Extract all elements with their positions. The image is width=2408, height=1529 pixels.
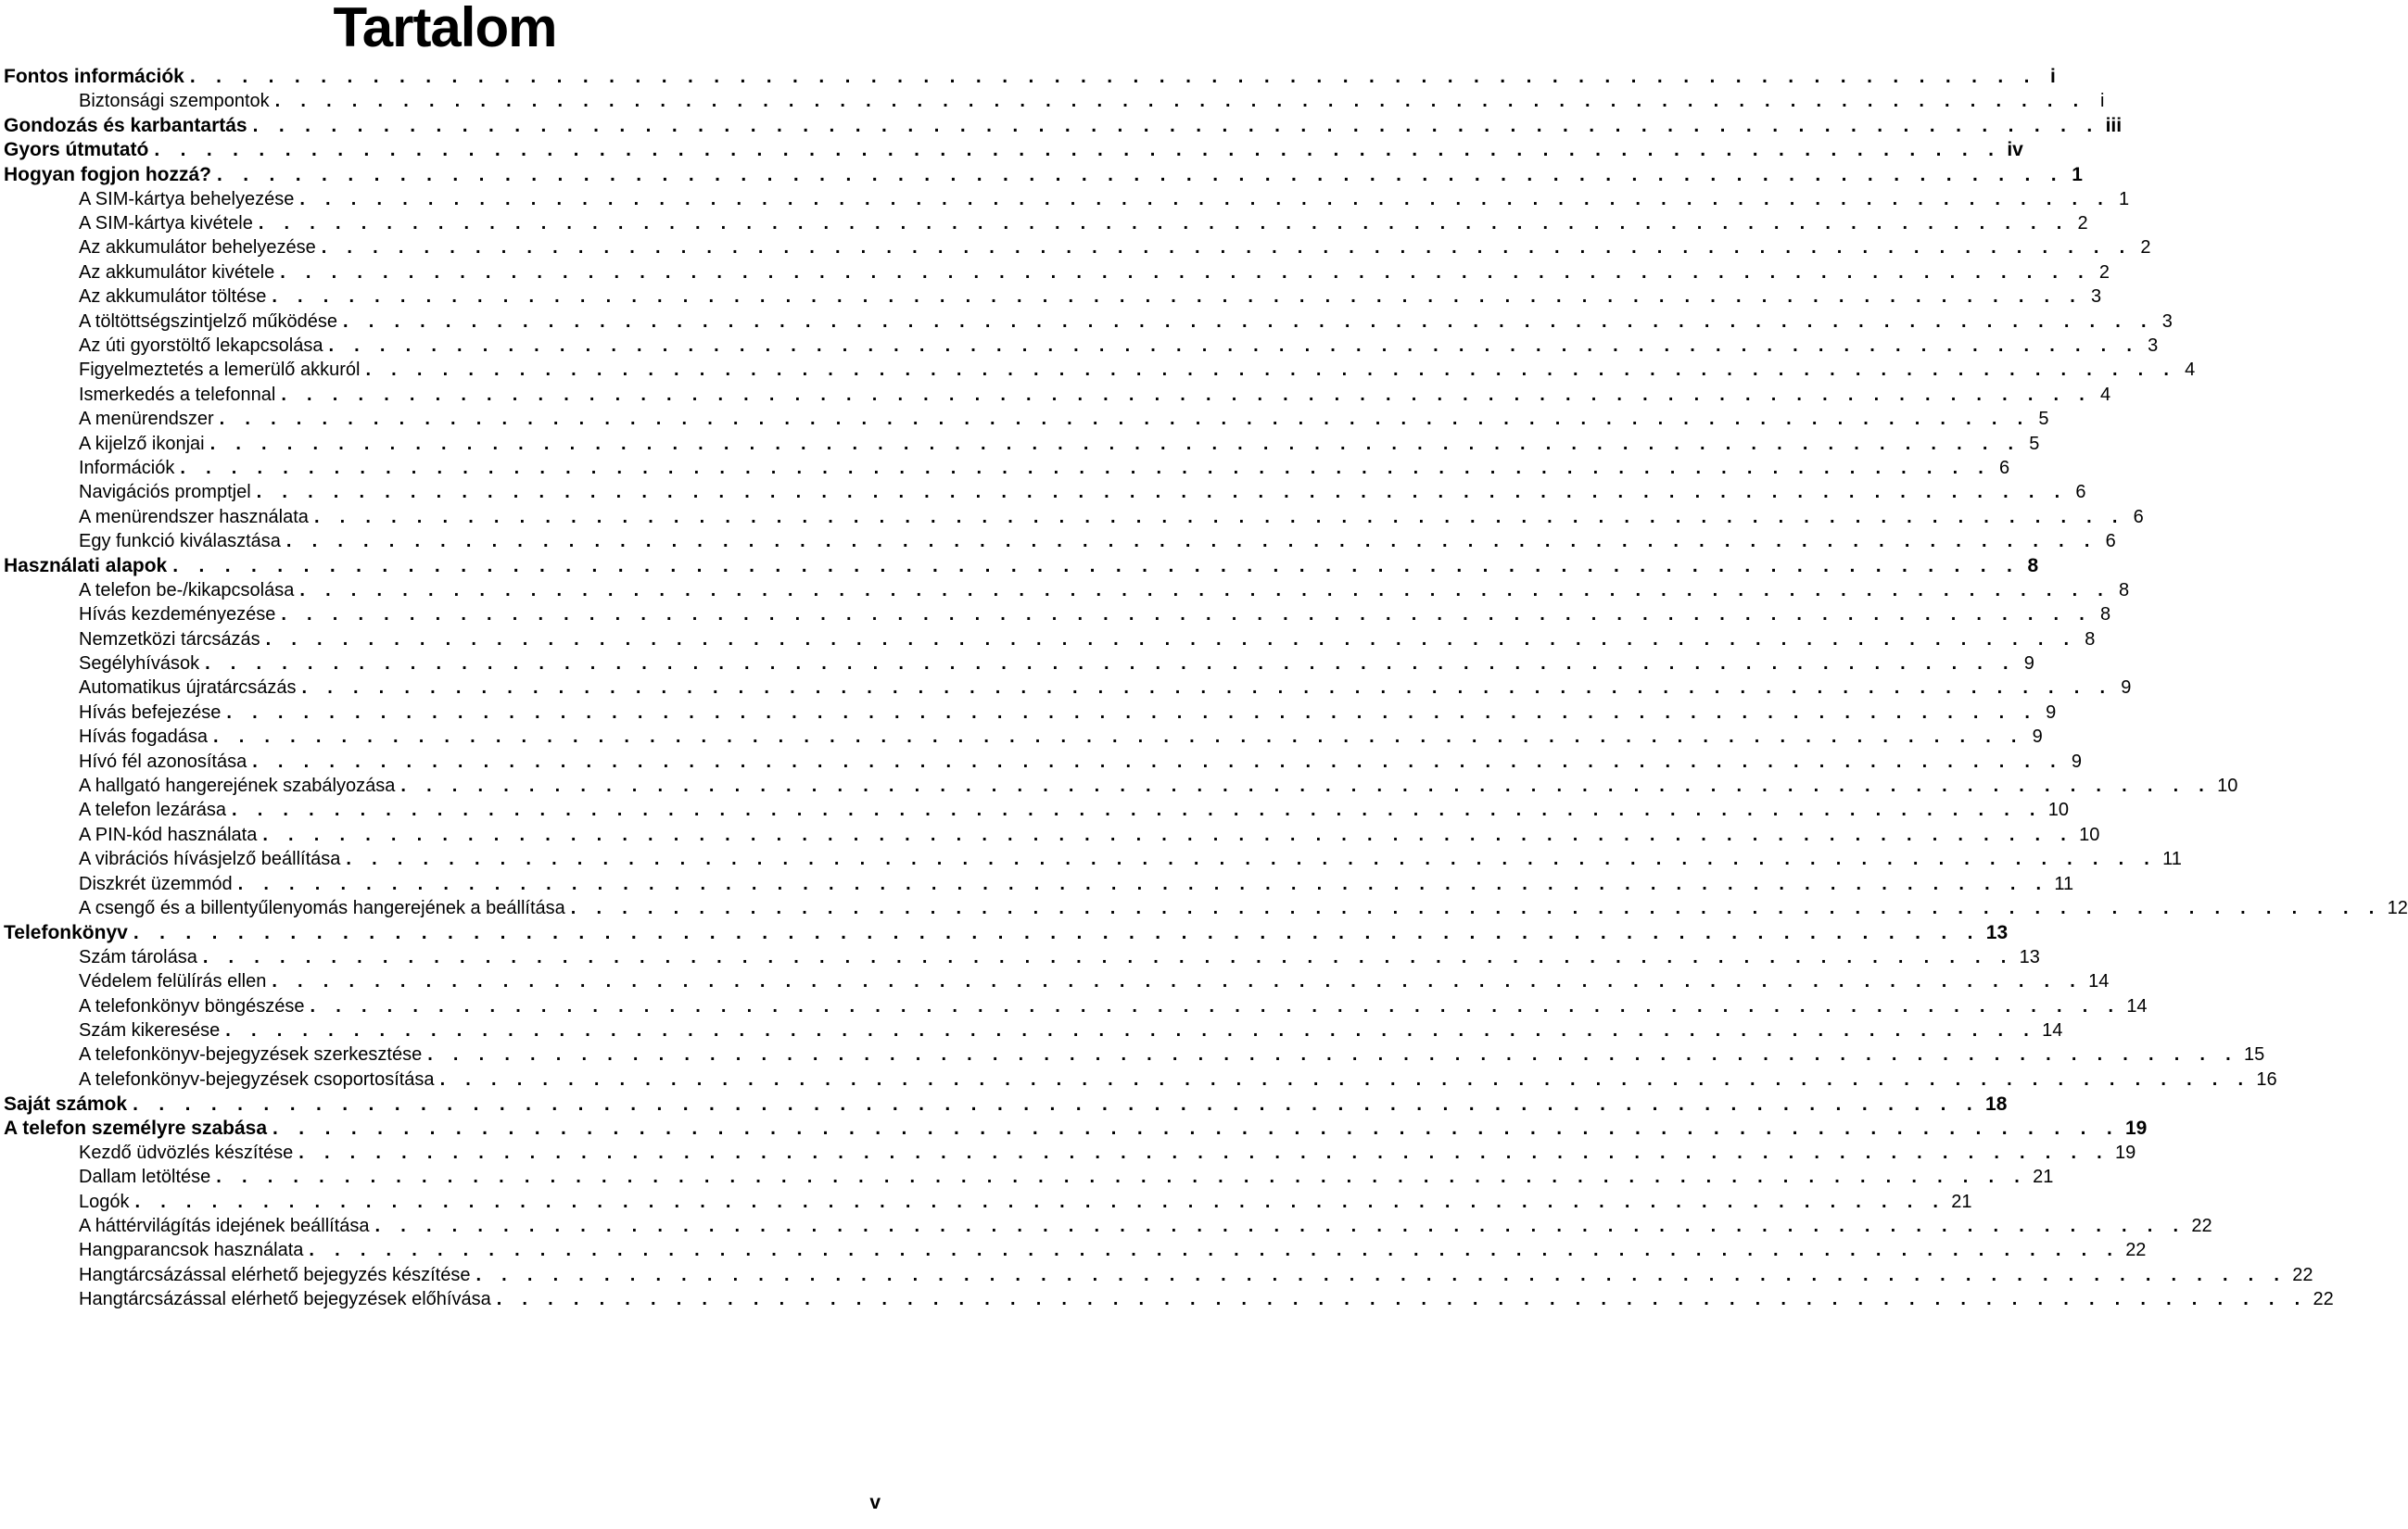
toc-entry-page-number: 14 xyxy=(2088,971,2110,992)
toc-dot-leader: . . . . . . . . . . . . . . . . . . . . . . . . . . . . . . . . . . . . . . . . . . . . . . . . . . . . . . . . . . . . . . . . . . . . . . . xyxy=(134,1191,1946,1212)
toc-entry-label: Hívás fogadása xyxy=(79,727,211,748)
toc-entry-label: Információk xyxy=(79,458,178,479)
toc-entry-label: Logók xyxy=(79,1192,133,1213)
toc-dot-leader: . . . . . . . . . . . . . . . . . . . . . . . . . . . . . . . . . . . . . . . . . . . . . . . . . . . . . . . . . . . . . . . . . . . . . . . xyxy=(274,91,2086,112)
toc-dot-leader: . . . . . . . . . . . . . . . . . . . . . . . . . . . . . . . . . . . . . . . . . . . . . . . . . . . . . . . . . . . . . . . . . . . . . . . xyxy=(202,946,2014,967)
toc-entry-label: A telefonkönyv-bejegyzések csoportosítása xyxy=(79,1069,438,1091)
toc-dot-leader: . . . . . . . . . . . . . . . . . . . . . . . . . . . . . . . . . . . . . . . . . . . . . . . . . . . . . . . . . . . . . . . . . . . . . . . xyxy=(189,66,2037,88)
toc-dot-leader: . . . . . . . . . . . . . . . . . . . . . . . . . . . . . . . . . . . . . . . . . . . . . . . . . . . . . . . . . . . . . . . . . . . . . . . xyxy=(154,139,2002,161)
toc-entry-page-number: 9 xyxy=(2046,701,2057,723)
toc-section-entry xyxy=(4,505,2144,529)
toc-dot-leader: . . . . . . . . . . . . . . . . . . . . . . . . . . . . . . . . . . . . . . . . . . . . . . . . . . . . . . . . . . . . . . . . . . . . . . . xyxy=(216,163,2064,185)
toc-entry-page-number: 13 xyxy=(2019,946,2040,967)
toc-section-entry xyxy=(4,383,2111,407)
toc-entry-page-number: 9 xyxy=(2023,653,2034,675)
toc-entry-page-number: 4 xyxy=(2185,360,2196,381)
toc-section-entry xyxy=(4,896,2408,920)
page-title: Tartalom xyxy=(333,0,557,58)
toc-dot-leader: . . . . . . . . . . . . . . . . . . . . . . . . . . . . . . . . . . . . . . . . . . . . . . . . . . . . . . . . . . . . . . . . . . . . . . . xyxy=(172,555,2021,576)
toc-section-entry xyxy=(4,603,2111,627)
toc-entry-page-number: i xyxy=(2100,91,2105,112)
page-number: v xyxy=(869,1492,881,1513)
toc-entry-label: Védelem felülírás ellen xyxy=(79,971,270,992)
toc-dot-leader: . . . . . . . . . . . . . . . . . . . . . . . . . . . . . . . . . . . . . . . . . . . . . . . . . . . . . . . . . . . . . . . . . . . . . . . xyxy=(258,213,2070,234)
toc-entry-page-number: 2 xyxy=(2077,213,2088,234)
toc-entry-label: Dallam letöltése xyxy=(79,1167,214,1188)
toc-section-entry xyxy=(4,89,2105,113)
toc-entry-label: Nemzetközi tárcsázás xyxy=(79,629,264,651)
toc-dot-leader: . . . . . . . . . . . . . . . . . . . . . . . . . . . . . . . . . . . . . . . . . . . . . . . . . . . . . . . . . . . . . . . . . . . . . . . xyxy=(216,1167,2028,1188)
toc-dot-leader: . . . . . . . . . . . . . . . . . . . . . . . . . . . . . . . . . . . . . . . . . . . . . . . . . . . . . . . . . . . . . . . . . . . . . . . xyxy=(400,776,2212,797)
toc-entry-page-number: 10 xyxy=(2047,800,2070,821)
toc-entry-page-number: 6 xyxy=(2133,506,2144,527)
toc-dot-leader: . . . . . . . . . . . . . . . . . . . . . . . . . . . . . . . . . . . . . . . . . . . . . . . . . . . . . . . . . . . . . . . . . . . . . . . xyxy=(301,677,2113,699)
toc-dot-leader: . . . . . . . . . . . . . . . . . . . . . . . . . . . . . . . . . . . . . . . . . . . . . . . . . . . . . . . . . . . . . . . . . . . . . . . xyxy=(272,286,2084,308)
toc-entry-label: A SIM-kártya behelyezése xyxy=(79,189,298,210)
toc-entry-page-number: 1 xyxy=(2072,163,2083,185)
toc-entry-label: Az úti gyorstöltő lekapcsolása xyxy=(79,335,326,357)
toc-entry-label: Hangtárcsázással elérhető bejegyzések előhívása xyxy=(79,1289,495,1310)
toc-entry-page-number: 1 xyxy=(2119,188,2130,209)
toc-chapter-entry xyxy=(4,554,2039,578)
toc-entry-label: A SIM-kártya kivétele xyxy=(79,213,257,234)
toc-entry-label: Használati alapok xyxy=(4,555,171,577)
toc-entry-label: Automatikus újratárcsázás xyxy=(79,677,300,699)
toc-section-entry xyxy=(4,1239,2147,1263)
toc-entry-label: Hívás kezdeményezése xyxy=(79,604,279,626)
toc-chapter-entry xyxy=(4,163,2083,187)
toc-dot-leader: . . . . . . . . . . . . . . . . . . . . . . . . . . . . . . . . . . . . . . . . . . . . . . . . . . . . . . . . . . . . . . . . . . . . . . . xyxy=(496,1289,2308,1310)
toc-entry-label: Segélyhívások xyxy=(79,653,203,675)
toc-chapter-entry xyxy=(4,114,2123,138)
toc-entry-page-number: 16 xyxy=(2256,1068,2277,1090)
toc-section-entry xyxy=(4,799,2070,823)
toc-entry-page-number: i xyxy=(2049,66,2056,88)
toc-dot-leader: . . . . . . . . . . . . . . . . . . . . . . . . . . . . . . . . . . . . . . . . . . . . . . . . . . . . . . . . . . . . . . . . . . . . . . . xyxy=(475,1264,2288,1285)
toc-section-entry xyxy=(4,774,2238,798)
toc-entry-label: A háttérvilágítás idejének beállítása xyxy=(79,1216,374,1237)
toc-entry-page-number: 13 xyxy=(1985,921,2009,943)
toc-entry-page-number: 5 xyxy=(2029,433,2040,454)
toc-entry-label: Biztonsági szempontok xyxy=(79,91,273,112)
toc-dot-leader: . . . . . . . . . . . . . . . . . . . . . . . . . . . . . . . . . . . . . . . . . . . . . . . . . . . . . . . . . . . . . . . . . . . . . . . xyxy=(180,457,1992,478)
toc-section-entry xyxy=(4,407,2049,431)
toc-dot-leader: . . . . . . . . . . . . . . . . . . . . . . . . . . . . . . . . . . . . . . . . . . . . . . . . . . . . . . . . . . . . . . . . . . . . . . . xyxy=(225,1019,2037,1041)
toc-dot-leader: . . . . . . . . . . . . . . . . . . . . . . . . . . . . . . . . . . . . . . . . . . . . . . . . . . . . . . . . . . . . . . . . . . . . . . . xyxy=(439,1068,2251,1090)
toc-entry-page-number: 8 xyxy=(2027,555,2039,576)
toc-section-entry xyxy=(4,676,2132,701)
toc-entry-label: A hallgató hangerejének szabályozása xyxy=(79,776,399,797)
toc-entry-label: Diszkrét üzemmód xyxy=(79,874,236,895)
toc-entry-label: A telefon be-/kikapcsolása xyxy=(79,580,298,601)
toc-section-entry xyxy=(4,823,2100,847)
toc-entry-label: A csengő és a billentyűlenyomás hangerejének a beállítása xyxy=(79,898,569,919)
toc-dot-leader: . . . . . . . . . . . . . . . . . . . . . . . . . . . . . . . . . . . . . . . . . . . . . . . . . . . . . . . . . . . . . . . . . . . . . . . xyxy=(219,409,2031,430)
toc-section-entry xyxy=(4,848,2182,872)
toc-entry-page-number: 19 xyxy=(2115,1142,2136,1163)
toc-entry-page-number: 11 xyxy=(2054,873,2074,894)
toc-entry-label: Kezdő üdvözlés készítése xyxy=(79,1143,297,1164)
toc-entry-label: Hogyan fogjon hozzá? xyxy=(4,164,215,186)
toc-entry-label: Navigációs promptjel xyxy=(79,482,255,503)
toc-section-entry xyxy=(4,651,2034,676)
toc-section-entry xyxy=(4,529,2116,553)
toc-entry-label: A menürendszer használata xyxy=(79,507,312,528)
toc-entry-label: Figyelmeztetés a lemerülő akkuról xyxy=(79,360,363,381)
toc-entry-page-number: 6 xyxy=(1999,457,2010,478)
toc-entry-label: A vibrációs hívásjelző beállítása xyxy=(79,849,344,870)
toc-chapter-entry xyxy=(4,138,2023,162)
toc-chapter-entry xyxy=(4,921,2009,945)
toc-entry-page-number: 2 xyxy=(2098,261,2110,283)
toc-section-entry xyxy=(4,701,2057,725)
toc-dot-leader: . . . . . . . . . . . . . . . . . . . . . . . . . . . . . . . . . . . . . . . . . . . . . . . . . . . . . . . . . . . . . . . . . . . . . . . xyxy=(272,1117,2120,1139)
toc-entry-page-number: 3 xyxy=(2148,335,2159,356)
toc-entry-page-number: 21 xyxy=(1951,1191,1972,1212)
toc-section-entry xyxy=(4,211,2088,235)
toc-dot-leader: . . . . . . . . . . . . . . . . . . . . . . . . . . . . . . . . . . . . . . . . . . . . . . . . . . . . . . . . . . . . . . . . . . . . . . . xyxy=(298,1142,2110,1163)
toc-entry-page-number: 12 xyxy=(2387,897,2408,918)
toc-entry-page-number: 22 xyxy=(2125,1240,2147,1261)
toc-dot-leader: . . . . . . . . . . . . . . . . . . . . . . . . . . . . . . . . . . . . . . . . . . . . . . . . . . . . . . . . . . . . . . . . . . . . . . . xyxy=(265,628,2077,650)
toc-entry-label: A telefon lezárása xyxy=(79,800,230,821)
toc-section-entry xyxy=(4,1288,2334,1312)
toc-entry-page-number: 9 xyxy=(2032,727,2043,748)
toc-dot-leader: . . . . . . . . . . . . . . . . . . . . . . . . . . . . . . . . . . . . . . . . . . . . . . . . . . . . . . . . . . . . . . . . . . . . . . . xyxy=(299,188,2111,209)
toc-section-entry xyxy=(4,1018,2063,1042)
toc-section-entry xyxy=(4,481,2086,505)
toc-dot-leader: . . . . . . . . . . . . . . . . . . . . . . . . . . . . . . . . . . . . . . . . . . . . . . . . . . . . . . . . . . . . . . . . . . . . . . . xyxy=(285,531,2097,552)
toc-entry-label: Az akkumulátor kivétele xyxy=(79,262,278,284)
toc-section-entry xyxy=(4,872,2074,896)
toc-dot-leader: . . . . . . . . . . . . . . . . . . . . . . . . . . . . . . . . . . . . . . . . . . . . . . . . . . . . . . . . . . . . . . . . . . . . . . . xyxy=(310,995,2122,1017)
toc-section-entry xyxy=(4,969,2110,993)
toc-entry-label: Ismerkedés a telefonnal xyxy=(79,385,279,406)
table-of-contents xyxy=(4,65,2408,1312)
toc-section-entry xyxy=(4,578,2130,602)
toc-dot-leader: . . . . . . . . . . . . . . . . . . . . . . . . . . . . . . . . . . . . . . . . . . . . . . . . . . . . . . . . . . . . . . . . . . . . . . . xyxy=(133,1093,1981,1115)
toc-dot-leader: . . . . . . . . . . . . . . . . . . . . . . . . . . . . . . . . . . . . . . . . . . . . . . . . . . . . . . . . . . . . . . . . . . . . . . . xyxy=(209,433,2021,454)
toc-dot-leader: . . . . . . . . . . . . . . . . . . . . . . . . . . . . . . . . . . . . . . . . . . . . . . . . . . . . . . . . . . . . . . . . . . . . . . . xyxy=(252,751,2064,772)
toc-entry-label: Telefonkönyv xyxy=(4,922,132,944)
toc-section-entry xyxy=(4,726,2043,750)
toc-entry-label: A telefon személyre szabása xyxy=(4,1118,271,1140)
toc-section-entry xyxy=(4,994,2148,1018)
toc-dot-leader: . . . . . . . . . . . . . . . . . . . . . . . . . . . . . . . . . . . . . . . . . . . . . . . . . . . . . . . . . . . . . . . . . . . . . . . xyxy=(321,237,2133,259)
toc-entry-label: A menürendszer xyxy=(79,409,218,430)
toc-section-entry xyxy=(4,627,2096,651)
toc-entry-label: Gondozás és karbantartás xyxy=(4,115,251,137)
toc-dot-leader: . . . . . . . . . . . . . . . . . . . . . . . . . . . . . . . . . . . . . . . . . . . . . . . . . . . . . . . . . . . . . . . . . . . . . . . xyxy=(309,1240,2121,1261)
toc-entry-page-number: iii xyxy=(2105,114,2123,136)
toc-section-entry xyxy=(4,359,2196,383)
toc-entry-label: Hívó fél azonosítása xyxy=(79,752,250,773)
toc-entry-page-number: 22 xyxy=(2313,1289,2334,1310)
toc-chapter-entry xyxy=(4,65,2056,89)
toc-dot-leader: . . . . . . . . . . . . . . . . . . . . . . . . . . . . . . . . . . . . . . . . . . . . . . . . . . . . . . . . . . . . . . . . . . . . . . . xyxy=(280,261,2091,283)
toc-entry-page-number: 14 xyxy=(2126,995,2148,1017)
toc-dot-leader: . . . . . . . . . . . . . . . . . . . . . . . . . . . . . . . . . . . . . . . . . . . . . . . . . . . . . . . . . . . . . . . . . . . . . . . xyxy=(299,579,2111,600)
toc-chapter-entry xyxy=(4,1117,2148,1141)
toc-entry-page-number: 8 xyxy=(2085,628,2096,650)
toc-entry-page-number: 9 xyxy=(2121,677,2132,699)
toc-dot-leader: . . . . . . . . . . . . . . . . . . . . . . . . . . . . . . . . . . . . . . . . . . . . . . . . . . . . . . . . . . . . . . . . . . . . . . . xyxy=(256,482,2068,503)
toc-entry-page-number: iv xyxy=(2007,139,2023,161)
toc-entry-label: A PIN-kód használata xyxy=(79,825,260,846)
toc-section-entry xyxy=(4,456,2010,480)
toc-dot-leader: . . . . . . . . . . . . . . . . . . . . . . . . . . . . . . . . . . . . . . . . . . . . . . . . . . . . . . . . . . . . . . . . . . . . . . . xyxy=(374,1216,2186,1237)
toc-dot-leader: . . . . . . . . . . . . . . . . . . . . . . . . . . . . . . . . . . . . . . . . . . . . . . . . . . . . . . . . . . . . . . . . . . . . . . . xyxy=(281,604,2093,626)
toc-entry-page-number: 4 xyxy=(2100,384,2111,405)
toc-entry-label: Gyors útmutató xyxy=(4,139,152,161)
toc-entry-page-number: 6 xyxy=(2075,482,2086,503)
toc-section-entry xyxy=(4,310,2173,334)
toc-section-entry xyxy=(4,1043,2265,1068)
toc-dot-leader: . . . . . . . . . . . . . . . . . . . . . . . . . . . . . . . . . . . . . . . . . . . . . . . . . . . . . . . . . . . . . . . . . . . . . . . xyxy=(328,335,2140,356)
toc-section-entry xyxy=(4,1068,2277,1092)
toc-entry-label: A telefonkönyv böngészése xyxy=(79,996,309,1017)
toc-section-entry xyxy=(4,285,2102,310)
toc-section-entry xyxy=(4,1166,2054,1190)
toc-dot-leader: . . . . . . . . . . . . . . . . . . . . . . . . . . . . . . . . . . . . . . . . . . . . . . . . . . . . . . . . . . . . . . . . . . . . . . . xyxy=(205,653,2016,675)
toc-entry-page-number: 18 xyxy=(1985,1093,2008,1115)
toc-entry-label: Egy funkció kiválasztása xyxy=(79,531,285,552)
toc-entry-label: Hangtárcsázással elérhető bejegyzés készítése xyxy=(79,1265,474,1286)
toc-chapter-entry xyxy=(4,1092,2008,1116)
toc-entry-page-number: 8 xyxy=(2119,579,2130,600)
toc-entry-label: Az akkumulátor töltése xyxy=(79,286,270,308)
toc-dot-leader: . . . . . . . . . . . . . . . . . . . . . . . . . . . . . . . . . . . . . . . . . . . . . . . . . . . . . . . . . . . . . . . . . . . . . . . xyxy=(226,701,2038,723)
toc-section-entry xyxy=(4,1190,1972,1214)
toc-dot-leader: . . . . . . . . . . . . . . . . . . . . . . . . . . . . . . . . . . . . . . . . . . . . . . . . . . . . . . . . . . . . . . . . . . . . . . . xyxy=(232,800,2043,821)
toc-entry-page-number: 6 xyxy=(2105,531,2116,552)
toc-section-entry xyxy=(4,432,2040,456)
toc-dot-leader: . . . . . . . . . . . . . . . . . . . . . . . . . . . . . . . . . . . . . . . . . . . . . . . . . . . . . . . . . . . . . . . . . . . . . . . xyxy=(212,727,2024,748)
toc-entry-page-number: 10 xyxy=(2217,776,2238,797)
toc-entry-label: Fontos információk xyxy=(4,66,188,88)
toc-dot-leader: . . . . . . . . . . . . . . . . . . . . . . . . . . . . . . . . . . . . . . . . . . . . . . . . . . . . . . . . . . . . . . . . . . . . . . . xyxy=(133,921,1981,943)
toc-entry-page-number: 15 xyxy=(2244,1044,2265,1066)
toc-entry-label: A töltöttségszintjelző működése xyxy=(79,311,341,333)
toc-section-entry xyxy=(4,1263,2313,1287)
toc-entry-page-number: 22 xyxy=(2292,1264,2313,1285)
toc-section-entry xyxy=(4,1214,2212,1238)
toc-entry-label: A kijelző ikonjai xyxy=(79,434,209,455)
toc-entry-page-number: 10 xyxy=(2079,824,2100,845)
toc-dot-leader: . . . . . . . . . . . . . . . . . . . . . . . . . . . . . . . . . . . . . . . . . . . . . . . . . . . . . . . . . . . . . . . . . . . . . . . xyxy=(237,873,2049,894)
toc-section-entry xyxy=(4,945,2040,969)
toc-dot-leader: . . . . . . . . . . . . . . . . . . . . . . . . . . . . . . . . . . . . . . . . . . . . . . . . . . . . . . . . . . . . . . . . . . . . . . . xyxy=(570,897,2382,918)
toc-entry-label: Szám kikeresése xyxy=(79,1020,223,1042)
toc-entry-page-number: 21 xyxy=(2033,1167,2054,1188)
toc-dot-leader: . . . . . . . . . . . . . . . . . . . . . . . . . . . . . . . . . . . . . . . . . . . . . . . . . . . . . . . . . . . . . . . . . . . . . . . xyxy=(281,384,2093,405)
toc-entry-page-number: 22 xyxy=(2191,1216,2212,1237)
toc-entry-page-number: 14 xyxy=(2042,1019,2063,1041)
toc-entry-label: A telefonkönyv-bejegyzések szerkesztése xyxy=(79,1044,425,1066)
toc-section-entry xyxy=(4,236,2151,260)
toc-dot-leader: . . . . . . . . . . . . . . . . . . . . . . . . . . . . . . . . . . . . . . . . . . . . . . . . . . . . . . . . . . . . . . . . . . . . . . . xyxy=(262,824,2074,845)
toc-dot-leader: . . . . . . . . . . . . . . . . . . . . . . . . . . . . . . . . . . . . . . . . . . . . . . . . . . . . . . . . . . . . . . . . . . . . . . . xyxy=(427,1044,2238,1066)
toc-section-entry xyxy=(4,334,2159,358)
toc-section-entry xyxy=(4,1141,2136,1165)
toc-entry-page-number: 2 xyxy=(2140,237,2151,259)
toc-entry-page-number: 19 xyxy=(2125,1117,2148,1139)
toc-entry-label: Saját számok xyxy=(4,1093,131,1116)
toc-dot-leader: . . . . . . . . . . . . . . . . . . . . . . . . . . . . . . . . . . . . . . . . . . . . . . . . . . . . . . . . . . . . . . . . . . . . . . . xyxy=(272,971,2084,992)
toc-section-entry xyxy=(4,260,2110,284)
toc-dot-leader: . . . . . . . . . . . . . . . . . . . . . . . . . . . . . . . . . . . . . . . . . . . . . . . . . . . . . . . . . . . . . . . . . . . . . . . xyxy=(343,310,2154,332)
toc-entry-label: Hívás befejezése xyxy=(79,702,224,724)
toc-entry-page-number: 3 xyxy=(2161,310,2173,332)
toc-entry-page-number: 11 xyxy=(2162,849,2182,870)
toc-entry-label: Szám tárolása xyxy=(79,947,201,968)
toc-dot-leader: . . . . . . . . . . . . . . . . . . . . . . . . . . . . . . . . . . . . . . . . . . . . . . . . . . . . . . . . . . . . . . . . . . . . . . . xyxy=(346,849,2158,870)
toc-dot-leader: . . . . . . . . . . . . . . . . . . . . . . . . . . . . . . . . . . . . . . . . . . . . . . . . . . . . . . . . . . . . . . . . . . . . . . . xyxy=(313,506,2125,527)
toc-entry-page-number: 8 xyxy=(2100,604,2111,626)
toc-entry-label: Hangparancsok használata xyxy=(79,1240,307,1261)
toc-dot-leader: . . . . . . . . . . . . . . . . . . . . . . . . . . . . . . . . . . . . . . . . . . . . . . . . . . . . . . . . . . . . . . . . . . . . . . . xyxy=(365,360,2177,381)
toc-entry-label: Az akkumulátor behelyezése xyxy=(79,237,320,259)
toc-section-entry xyxy=(4,750,2083,774)
toc-entry-page-number: 9 xyxy=(2071,751,2083,772)
toc-entry-page-number: 3 xyxy=(2091,286,2102,308)
toc-dot-leader: . . . . . . . . . . . . . . . . . . . . . . . . . . . . . . . . . . . . . . . . . . . . . . . . . . . . . . . . . . . . . . . . . . . . . . . xyxy=(252,114,2100,136)
toc-entry-page-number: 5 xyxy=(2038,409,2049,430)
toc-section-entry xyxy=(4,187,2130,211)
